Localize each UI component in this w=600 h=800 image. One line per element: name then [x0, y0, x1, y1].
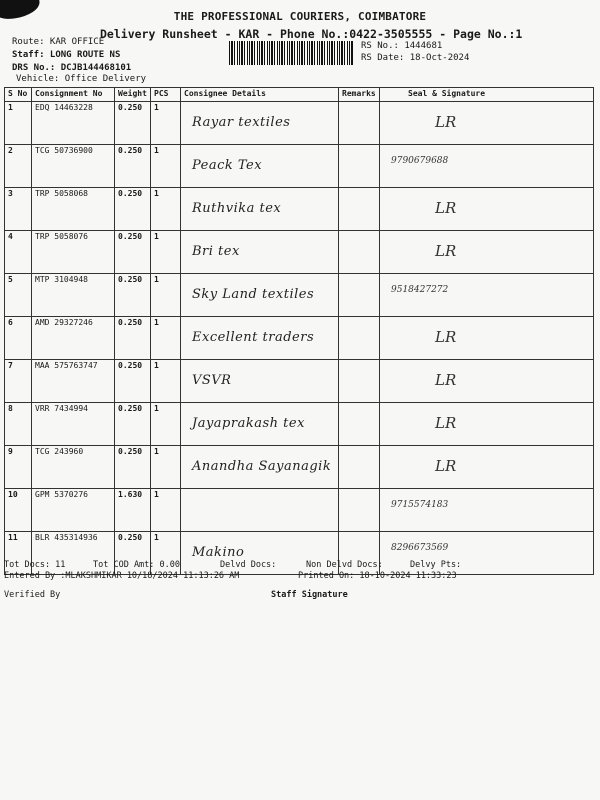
- cell-consignment-no: AMD 29327246: [32, 317, 115, 360]
- table-row: [5, 145, 594, 188]
- cell-sno: 3: [5, 188, 32, 231]
- cell-consignee: [181, 231, 339, 274]
- handwritten-signature: 8296673569: [391, 543, 449, 553]
- table-header-row: [5, 88, 594, 102]
- cell-consignment-no: TRP 5058076: [32, 231, 115, 274]
- printed-on: Printed On: 18-10-2024 11:33:23: [298, 571, 457, 581]
- table-row: [5, 360, 594, 403]
- table-row: [5, 188, 594, 231]
- entered-by: Entered By :MLAKSHMIKAR 10/18/2024 11:13:26 AM: [4, 571, 240, 581]
- handwritten-signature: LR: [435, 414, 457, 432]
- cell-weight: 0.250: [115, 317, 151, 360]
- handwritten-consignee: Bri tex: [192, 244, 240, 259]
- cell-signature: [380, 360, 594, 403]
- cell-signature: [380, 145, 594, 188]
- cell-remarks: [339, 360, 380, 403]
- non-delivered-docs: Non Delvd Docs:: [306, 560, 383, 570]
- staff-signature-label: Staff Signature: [271, 590, 348, 600]
- cell-consignment-no: VRR 7434994: [32, 403, 115, 446]
- cell-consignment-no: MAA 575763747: [32, 360, 115, 403]
- delivery-points: Delvy Pts:: [410, 560, 462, 570]
- cell-pcs: 1: [151, 145, 181, 188]
- cell-consignee: [181, 102, 339, 145]
- cell-signature: [380, 231, 594, 274]
- cell-signature: [380, 102, 594, 145]
- cell-consignment-no: MTP 3104948: [32, 274, 115, 317]
- total-cod: Tot COD Amt: 0.00: [93, 560, 180, 570]
- cell-remarks: [339, 102, 380, 145]
- cell-sno: 4: [5, 231, 32, 274]
- cell-consignee: [181, 274, 339, 317]
- cell-weight: 0.250: [115, 274, 151, 317]
- cell-signature: [380, 188, 594, 231]
- delivered-docs: Delvd Docs:: [220, 560, 277, 570]
- handwritten-signature: LR: [435, 113, 457, 131]
- cell-consignee: [181, 446, 339, 489]
- cell-pcs: 1: [151, 102, 181, 145]
- handwritten-signature: 9715574183: [391, 500, 449, 510]
- rs-number: RS No.: 1444681: [361, 41, 443, 51]
- cell-consignment-no: TCG 243960: [32, 446, 115, 489]
- handwritten-consignee: Excellent traders: [192, 330, 315, 345]
- cell-weight: 0.250: [115, 145, 151, 188]
- table-row: [5, 446, 594, 489]
- handwritten-consignee: VSVR: [192, 373, 232, 388]
- runsheet-heading: Delivery Runsheet - KAR - Phone No.:0422-3505555 - Page No.:1: [100, 27, 523, 41]
- cell-weight: 0.250: [115, 102, 151, 145]
- cell-remarks: [339, 317, 380, 360]
- col-header-weight: Weight: [115, 88, 151, 102]
- cell-weight: 0.250: [115, 360, 151, 403]
- vehicle-label: Vehicle: Office Delivery: [16, 74, 147, 84]
- handwritten-consignee: Rayar textiles: [192, 115, 291, 130]
- cell-pcs: 1: [151, 317, 181, 360]
- col-header-remarks: Remarks: [339, 88, 380, 102]
- cell-weight: 0.250: [115, 188, 151, 231]
- cell-sno: 2: [5, 145, 32, 188]
- cell-weight: 0.250: [115, 532, 151, 575]
- cell-remarks: [339, 489, 380, 532]
- cell-consignee: [181, 145, 339, 188]
- cell-remarks: [339, 231, 380, 274]
- handwritten-consignee: Jayaprakash tex: [192, 416, 305, 431]
- company-title: THE PROFESSIONAL COURIERS, COIMBATORE: [173, 10, 427, 23]
- handwritten-signature: LR: [435, 199, 457, 217]
- cell-signature: [380, 317, 594, 360]
- col-header-pcs: PCS: [151, 88, 181, 102]
- table-row: [5, 231, 594, 274]
- handwritten-signature: LR: [435, 328, 457, 346]
- route-label: Route: KAR OFFICE: [12, 37, 105, 47]
- verified-by: Verified By: [4, 590, 61, 600]
- cell-consignment-no: BLR 435314936: [32, 532, 115, 575]
- cell-consignment-no: TRP 5058068: [32, 188, 115, 231]
- col-header-sno: S No: [5, 88, 32, 102]
- cell-signature: [380, 489, 594, 532]
- handwritten-signature: LR: [435, 242, 457, 260]
- cell-sno: 8: [5, 403, 32, 446]
- table-row: [5, 403, 594, 446]
- cell-consignment-no: GPM 5370276: [32, 489, 115, 532]
- cell-consignee: [181, 360, 339, 403]
- cell-pcs: 1: [151, 274, 181, 317]
- cell-consignee: [181, 403, 339, 446]
- table-row: [5, 317, 594, 360]
- staff-label: Staff: LONG ROUTE NS: [12, 50, 121, 60]
- handwritten-consignee: Sky Land textiles: [192, 287, 315, 302]
- cell-remarks: [339, 403, 380, 446]
- handwritten-consignee: Ruthvika tex: [192, 201, 282, 216]
- table-row: [5, 102, 594, 145]
- cell-consignment-no: TCG 50736900: [32, 145, 115, 188]
- table-row: [5, 274, 594, 317]
- cell-pcs: 1: [151, 446, 181, 489]
- total-docs: Tot Docs: 11: [4, 560, 66, 570]
- runsheet-table: [4, 87, 594, 575]
- cell-weight: 0.250: [115, 446, 151, 489]
- cell-remarks: [339, 274, 380, 317]
- handwritten-signature: 9518427272: [391, 285, 449, 295]
- cell-sno: 5: [5, 274, 32, 317]
- barcode: [229, 41, 353, 65]
- cell-weight: 0.250: [115, 231, 151, 274]
- cell-consignee: [181, 489, 339, 532]
- cell-remarks: [339, 145, 380, 188]
- cell-sno: 1: [5, 102, 32, 145]
- cell-weight: 0.250: [115, 403, 151, 446]
- handwritten-signature: 9790679688: [391, 156, 449, 166]
- handwritten-signature: LR: [435, 371, 457, 389]
- cell-remarks: [339, 446, 380, 489]
- cell-sno: 7: [5, 360, 32, 403]
- cell-consignee: [181, 317, 339, 360]
- cell-pcs: 1: [151, 532, 181, 575]
- cell-consignment-no: EDQ 14463228: [32, 102, 115, 145]
- table-row: [5, 489, 594, 532]
- cell-consignee: [181, 188, 339, 231]
- cell-sno: 10: [5, 489, 32, 532]
- cell-sno: 11: [5, 532, 32, 575]
- cell-remarks: [339, 188, 380, 231]
- cell-pcs: 1: [151, 188, 181, 231]
- handwritten-consignee: Peack Tex: [192, 158, 263, 173]
- cell-pcs: 1: [151, 360, 181, 403]
- cell-weight: 1.630: [115, 489, 151, 532]
- handwritten-signature: LR: [435, 457, 457, 475]
- col-header-signature: Seal & Signature: [380, 88, 594, 102]
- handwritten-consignee: [184, 490, 335, 502]
- cell-pcs: 1: [151, 231, 181, 274]
- cell-signature: [380, 446, 594, 489]
- handwritten-consignee: Anandha Sayanagik: [192, 459, 332, 474]
- cell-sno: 6: [5, 317, 32, 360]
- cell-sno: 9: [5, 446, 32, 489]
- cell-signature: [380, 403, 594, 446]
- cell-signature: [380, 274, 594, 317]
- cell-pcs: 1: [151, 489, 181, 532]
- rs-date: RS Date: 18-Oct-2024: [361, 53, 470, 63]
- drs-label: DRS No.: DCJB144468101: [12, 63, 132, 73]
- cell-pcs: 1: [151, 403, 181, 446]
- col-header-consignee: Consignee Details: [181, 88, 339, 102]
- col-header-consignment: Consignment No: [32, 88, 115, 102]
- handwritten-consignee: Makino: [192, 545, 245, 560]
